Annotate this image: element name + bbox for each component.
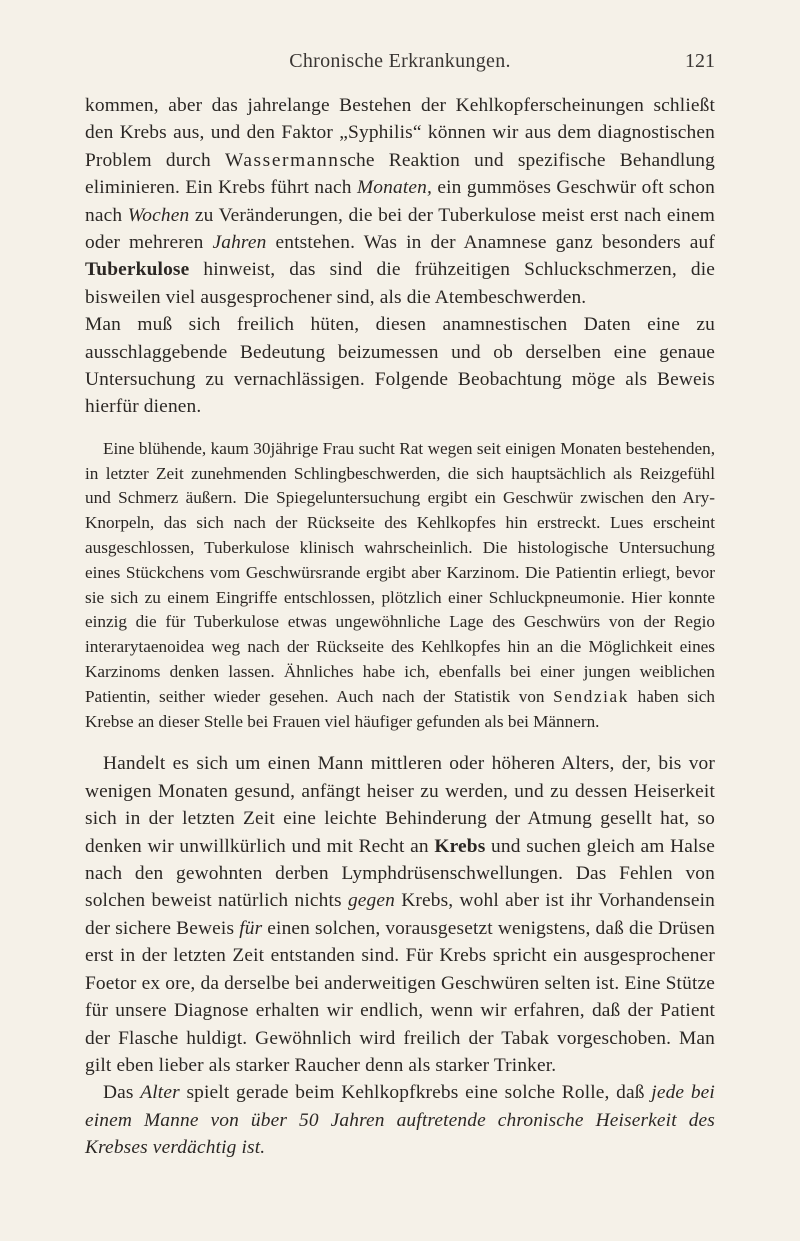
text-run: und suchen gleich am Halse nach den gewohnten derben Lymphdrüsenschwellungen. Das Fehlen von solchen beweist natürlich nichts [85, 835, 715, 912]
paragraph-2: Man muß sich freilich hüten, diesen anamnestischen Daten eine zu ausschlaggebende Bedeutung beizumessen und ob derselben eine genaue Untersuchung zu vernachlässigen. Folgende Beobachtung möge als Beweis hierfür dienen. [85, 314, 715, 418]
text-run: Sendziak [553, 686, 629, 706]
text-run: Das [103, 1082, 141, 1104]
page-number: 121 [685, 50, 715, 72]
text-run: sche Reaktion und spezifische Behandlung eliminieren. Ein Krebs führt nach [85, 149, 715, 199]
text-run: hinweist, das sind die frühzeitigen Schluckschmerzen, die bisweilen viel ausgesprochener sind, als die Atembeschwerden. [85, 259, 715, 308]
page-header [85, 50, 715, 74]
text-run: Krebs, wohl aber ist ihr Vorhandensein der sichere Beweis [85, 890, 715, 939]
text-run: jede bei einem Manne von über 50 Jahren auftretende chronische Heiserkeit des Krebses verdächtig ist. [85, 1082, 715, 1159]
text-run: Krebs [434, 835, 486, 857]
text-run: Eine blühende, kaum 30jährige Frau sucht Rat wegen seit einigen Monaten bestehenden, in letzter Zeit zunehmenden Schlingbeschwerden, die sich hauptsächlich als Reizgefühl und Schmerz äußern. Die Spiegeluntersuchung ergibt ein Geschwür zwischen den Ary-Knorpeln, das sich nach der Rückseite des Kehlkopfes hin erstreckt. Lues erscheint ausgeschlossen, Tuberkulose klinisch wahrscheinlich. Die histologische Untersuchung eines Stückchens vom Geschwürsrande ergibt aber Karzinom. Die Patientin erliegt, bevor sie sich zu einem Eingriffe entschlossen, plötzlich einer Schluckpneumonie. Hier konnte einzig die für Tuberkulose etwas ungewöhnliche Lage des Geschwürs von der Regio interarytaenoidea weg nach der Rückseite des Kehlkopfes hin an die Möglichkeit eines Karzinoms denken lassen. Ähnliches habe ich, ebenfalls bei einer jungen weiblichen Patientin, seither wieder gesehen. Auch nach der Statistik von [85, 438, 715, 706]
paragraph-4 [85, 750, 715, 1079]
text-run: zu Veränderungen, die bei der Tuberkulose meist erst nach einem oder mehreren [85, 204, 715, 254]
text-run: Alter [140, 1082, 180, 1104]
text-run: Tuberkulose [85, 259, 190, 281]
text-run: Monaten, [356, 177, 432, 199]
paragraph-1 [85, 92, 715, 311]
text-run: Jahren [212, 232, 267, 254]
text-run: einen solchen, vorausgesetzt wenigstens, daß die Drüsen erst in der letzten Zeit entstanden sind. Für Krebs spricht ein ausgesprochener Foetor ex ore, da derselbe bei anderweitigen Geschwüren selten ist. Eine Stütze für unsere Diagnose erhalten wir endlich, wenn wir erfahren, daß der Patient der Flasche huldigt. Gewöhnlich wird freilich der Tabak vorgeschoben. Man gilt eben lieber als starker Raucher denn als starker Trinker. [85, 917, 715, 1076]
running-title: Chronische Erkrankungen. [289, 50, 511, 72]
text-run: Handelt es sich um einen Mann mittleren oder höheren Alters, der, bis vor wenigen Monaten gesund, anfängt heiser zu werden, und zu dessen Heiserkeit sich in der letzten Zeit eine leichte Behinderung der Atmung gesellt hat, so denken wir unwillkürlich und mit Recht an [85, 753, 715, 857]
text-run: für [239, 917, 263, 939]
text-run: entstehen. Was in der Anamnese ganz besonders auf [266, 232, 715, 254]
text-run: gegen [347, 890, 396, 912]
text-run: Wochen [127, 204, 190, 226]
text-run: Wassermann [224, 149, 340, 171]
paragraph-5 [85, 1079, 715, 1161]
text-run: spielt gerade beim Kehlkopfkrebs eine solche Rolle, daß [179, 1082, 652, 1104]
text-run: kommen, aber das jahrelange Bestehen der Kehlkopferscheinungen schließt den Krebs aus, und den Faktor „Syphilis“ können wir aus dem diagnostischen Problem durch [85, 95, 715, 171]
text-run: haben sich Krebse an dieser Stelle bei Frauen viel häufiger gefunden als bei Männern. [85, 686, 715, 731]
case-report-paragraph [85, 437, 715, 735]
page-body [85, 92, 715, 1162]
text-run: ein gummöses Geschwür oft schon nach [85, 177, 715, 226]
